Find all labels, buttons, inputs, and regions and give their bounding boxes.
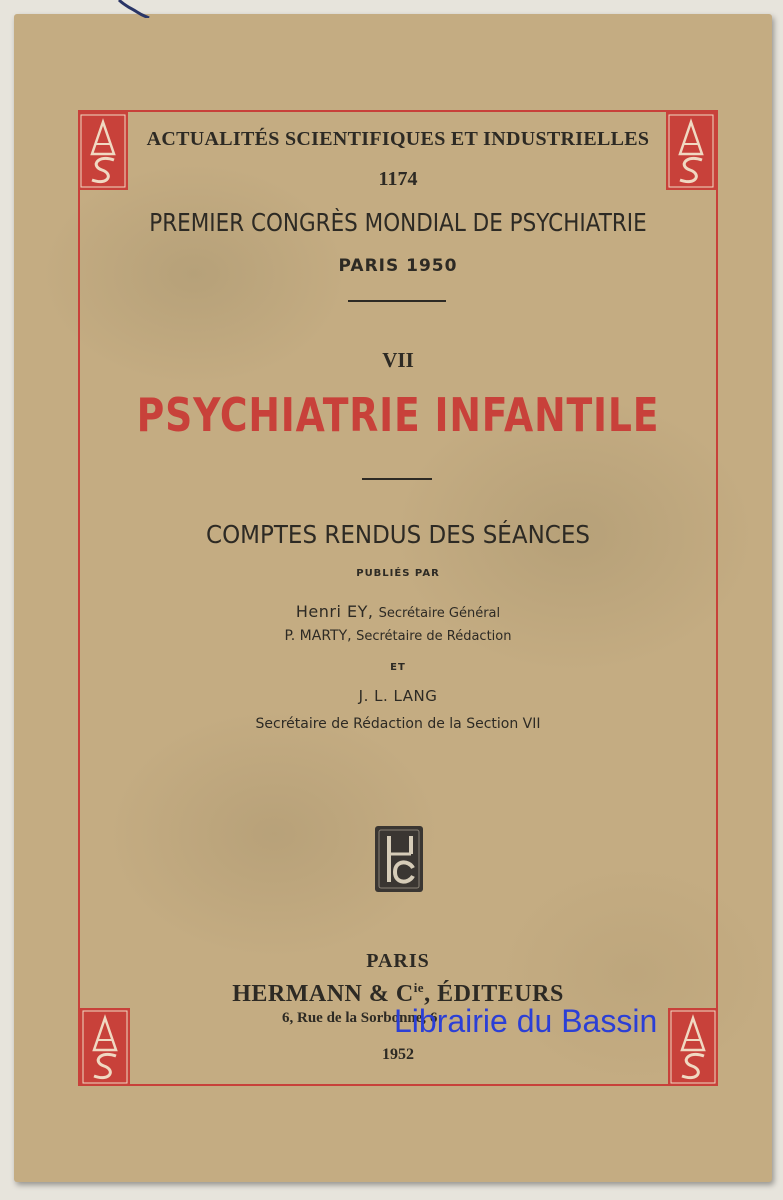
- publisher-suffix: , ÉDITEURS: [424, 981, 564, 1007]
- series-title: ACTUALITÉS SCIENTIFIQUES ET INDUSTRIELLES: [146, 128, 650, 150]
- hermann-hc-logo-icon: [373, 824, 425, 894]
- editor-1-role: Secrétaire Général: [378, 606, 501, 621]
- editor-3-role: Secrétaire de Rédaction de la Section VII: [255, 716, 541, 732]
- published-by: PUBLIÉS PAR: [356, 568, 440, 579]
- divider-top: [348, 300, 446, 302]
- publisher-name-main: HERMANN & C: [232, 981, 414, 1007]
- editor-3-name: J. L. LANG: [358, 687, 438, 705]
- place-year: PARIS 1950: [338, 256, 458, 276]
- bookmark-string-icon: [115, 0, 151, 18]
- publisher-address: 6, Rue de la Sorbonne, 6: [282, 1010, 438, 1026]
- editor-2: [78, 628, 718, 644]
- publication-year: 1952: [382, 1046, 414, 1063]
- editor-2-name: P. MARTY,: [284, 628, 352, 644]
- and-text: ET: [390, 662, 406, 673]
- main-title: PSYCHIATRIE INFANTILE: [136, 388, 660, 442]
- series-number: 1174: [378, 168, 418, 190]
- subtitle: COMPTES RENDUS DES SÉANCES: [206, 520, 590, 549]
- editor-1-name: Henri EY,: [295, 602, 374, 621]
- editor-2-role: Secrétaire de Rédaction: [356, 629, 512, 644]
- divider-mid: [362, 478, 432, 480]
- publisher-name-sup: ie: [413, 980, 425, 995]
- publisher-city: PARIS: [366, 950, 430, 972]
- editor-1: [78, 602, 718, 621]
- watermark-text: Librairie du Bassin: [394, 1003, 658, 1039]
- congress-title: PREMIER CONGRÈS MONDIAL DE PSYCHIATRIE: [149, 208, 647, 237]
- volume-number: VII: [382, 348, 414, 372]
